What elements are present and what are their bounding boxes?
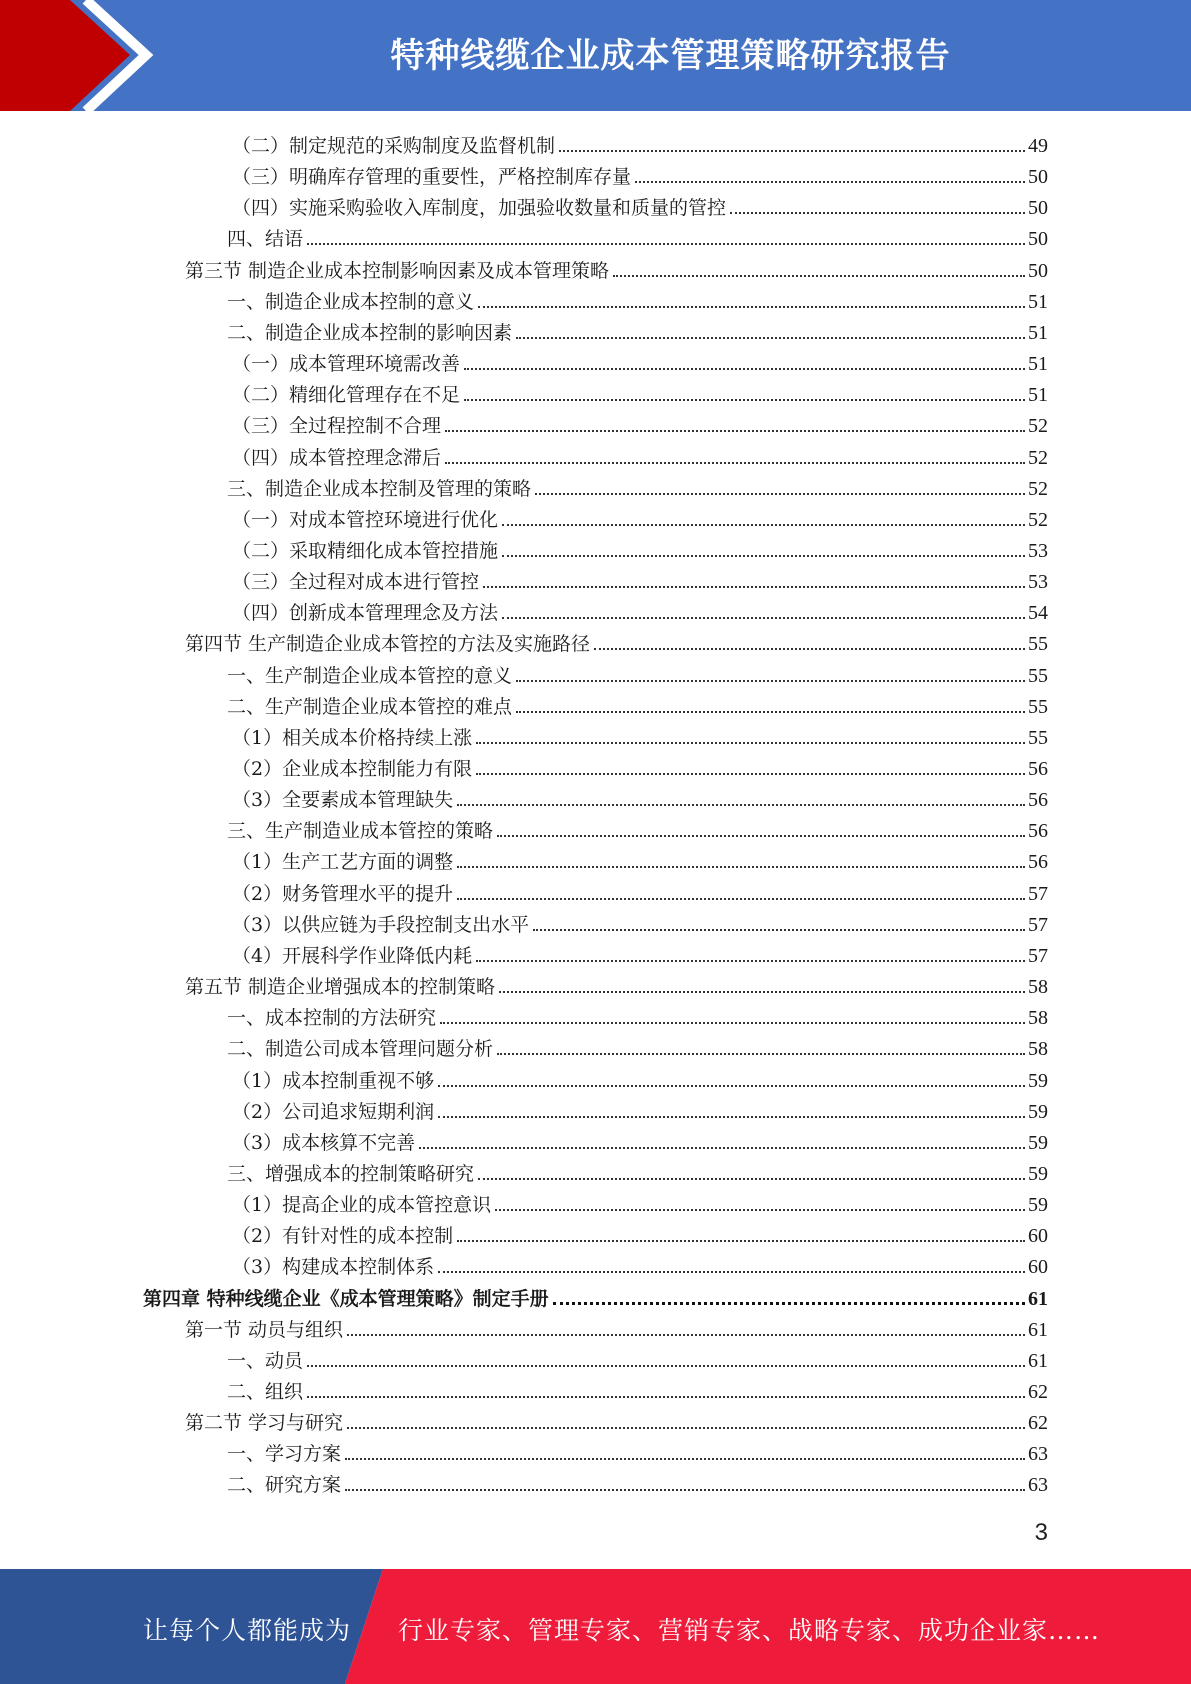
toc-entry-page: 56 (1028, 820, 1048, 843)
toc-entry[interactable] (232, 1124, 1048, 1155)
toc-entry[interactable] (227, 999, 1048, 1030)
toc-entry[interactable] (232, 376, 1048, 407)
toc-entry-label: 一、生产制造企业成本管控的意义 (227, 664, 513, 687)
toc-entry-page: 52 (1028, 477, 1048, 500)
toc-entry-page: 55 (1028, 664, 1048, 687)
footer-slogan-left: 让每个人都能成为 (143, 1616, 352, 1645)
toc-entry-label: （四）成本管控理念滞后 (232, 446, 442, 469)
toc-entry-label: 第三节 制造企业成本控制影响因素及成本管理策略 (185, 259, 610, 282)
toc-leader-dots (478, 306, 1025, 308)
toc-entry[interactable] (232, 1186, 1048, 1217)
toc-leader-dots (730, 212, 1025, 214)
toc-leader-dots (516, 711, 1025, 713)
toc-entry-page: 60 (1028, 1256, 1048, 1279)
toc-entry[interactable] (232, 407, 1048, 438)
toc-entry[interactable] (143, 1280, 1048, 1311)
toc-entry[interactable] (232, 1062, 1048, 1093)
toc-entry-label: （3）构建成本控制体系 (232, 1256, 435, 1279)
toc-entry[interactable] (227, 1342, 1048, 1373)
toc-entry-page: 56 (1028, 758, 1048, 780)
toc-leader-dots (535, 493, 1025, 495)
toc-entry-page: 54 (1028, 602, 1048, 625)
toc-leader-dots (307, 243, 1025, 245)
toc-entry[interactable] (232, 189, 1048, 220)
toc-entry-page: 52 (1028, 415, 1048, 438)
toc-entry-label: 第五节 制造企业增强成本的控制策略 (185, 976, 496, 999)
toc-entry-page: 51 (1028, 384, 1048, 407)
toc-entry-label: 一、动员 (227, 1349, 304, 1372)
toc-leader-dots (345, 1489, 1025, 1491)
toc-entry-label: （1）相关成本价格持续上涨 (232, 726, 473, 749)
toc-entry[interactable] (232, 532, 1048, 563)
toc-entry-page: 59 (1028, 1162, 1048, 1185)
toc-entry[interactable] (227, 812, 1048, 843)
toc-entry-label: （三）全过程控制不合理 (232, 415, 442, 438)
toc-entry-label: 二、制造公司成本管理问题分析 (227, 1038, 494, 1061)
toc-entry[interactable] (185, 1404, 1048, 1435)
toc-entry-label: 二、制造企业成本控制的影响因素 (227, 321, 513, 344)
toc-entry[interactable] (227, 688, 1048, 719)
toc-entry-label: （3）成本核算不完善 (232, 1131, 416, 1154)
toc-entry-page: 59 (1028, 1069, 1048, 1092)
toc-entry-label: （3）以供应链为手段控制支出水平 (232, 913, 530, 936)
toc-entry[interactable] (232, 127, 1048, 158)
toc-entry-page: 55 (1028, 726, 1048, 749)
toc-entry-page: 51 (1028, 353, 1048, 376)
toc-entry[interactable] (232, 750, 1048, 781)
toc-leader-dots (497, 835, 1025, 837)
toc-leader-dots (502, 617, 1025, 619)
toc-entry-label: （一）成本管理环境需改善 (232, 353, 461, 376)
toc-entry[interactable] (232, 781, 1048, 812)
toc-leader-dots (478, 1178, 1025, 1180)
toc-entry-label: （一）对成本管控环境进行优化 (232, 508, 499, 531)
toc-leader-dots (495, 1209, 1025, 1211)
toc-entry-page: 50 (1028, 228, 1048, 251)
toc-entry-page: 57 (1028, 882, 1048, 905)
toc-entry[interactable] (232, 594, 1048, 625)
toc-entry[interactable] (232, 906, 1048, 937)
toc-entry[interactable] (185, 252, 1048, 283)
toc-entry-label: 三、生产制造业成本管控的策略 (227, 820, 494, 843)
toc-entry-page: 49 (1028, 135, 1048, 157)
toc-entry-page: 50 (1028, 259, 1048, 282)
toc-entry[interactable] (232, 1217, 1048, 1248)
toc-entry-label: （三）全过程对成本进行管控 (232, 571, 480, 594)
toc-entry-label: 三、增强成本的控制策略研究 (227, 1162, 475, 1185)
toc-entry-page: 55 (1028, 695, 1048, 718)
toc-entry-label: （1）成本控制重视不够 (232, 1069, 435, 1092)
toc-entry-page: 52 (1028, 446, 1048, 469)
toc-entry-page: 56 (1028, 851, 1048, 874)
toc-entry-page: 53 (1028, 539, 1048, 562)
toc-entry-page: 57 (1028, 944, 1048, 967)
toc-entry-page: 61 (1028, 1349, 1048, 1372)
toc-entry-label: （四）实施采购验收入库制度，加强验收数量和质量的管控 (232, 197, 727, 220)
toc-entry[interactable] (185, 625, 1048, 656)
toc-leader-dots (502, 555, 1025, 557)
toc-entry-label: 三、制造企业成本控制及管理的策略 (227, 477, 532, 500)
toc-entry-page: 59 (1028, 1194, 1048, 1217)
toc-leader-dots (438, 1271, 1025, 1273)
toc-entry[interactable] (232, 158, 1048, 189)
toc-leader-dots (445, 430, 1025, 432)
toc-entry-page: 62 (1028, 1381, 1048, 1403)
toc-entry-label: 第二节 学习与研究 (185, 1412, 344, 1435)
toc-entry-page: 60 (1028, 1225, 1048, 1248)
toc-leader-dots (345, 1458, 1025, 1460)
toc-leader-dots (635, 181, 1025, 183)
toc-entry-page: 58 (1028, 1007, 1048, 1030)
toc-entry-page: 61 (1028, 1287, 1048, 1310)
toc-entry-page: 61 (1028, 1318, 1048, 1341)
toc-entry-page: 50 (1028, 166, 1048, 189)
toc-entry-label: （1）生产工艺方面的调整 (232, 851, 454, 874)
toc-leader-dots (438, 1116, 1025, 1118)
toc-leader-dots (553, 1302, 1025, 1305)
toc-entry-label: （四）创新成本管理理念及方法 (232, 602, 499, 625)
toc-leader-dots (347, 1427, 1025, 1429)
toc-leader-dots (445, 462, 1025, 464)
toc-leader-dots (499, 991, 1025, 993)
toc-leader-dots (457, 866, 1025, 868)
toc-leader-dots (516, 680, 1025, 682)
toc-entry[interactable] (185, 968, 1048, 999)
toc-entry[interactable] (227, 1155, 1048, 1186)
toc-leader-dots (594, 648, 1025, 650)
toc-entry[interactable] (227, 1466, 1048, 1497)
toc-entry[interactable] (232, 937, 1048, 968)
toc-entry[interactable] (232, 345, 1048, 376)
toc-leader-dots (464, 368, 1025, 370)
toc-leader-dots (497, 1053, 1025, 1055)
toc-entry[interactable] (227, 470, 1048, 501)
toc-entry-label: （3）全要素成本管理缺失 (232, 789, 454, 812)
toc-leader-dots (419, 1147, 1025, 1149)
toc-entry[interactable] (232, 1093, 1048, 1124)
toc-entry-label: 第一节 动员与组织 (185, 1318, 344, 1341)
toc-leader-dots (476, 773, 1025, 775)
toc-entry[interactable] (227, 220, 1048, 251)
toc-entry-label: （2）公司追求短期利润 (232, 1100, 435, 1123)
toc-entry[interactable] (232, 719, 1048, 750)
toc-leader-dots (457, 898, 1025, 900)
toc-entry[interactable] (232, 843, 1048, 874)
toc-entry-label: 四、结语 (227, 228, 304, 251)
toc-leader-dots (533, 929, 1025, 931)
toc-leader-dots (613, 275, 1025, 277)
page-footer (0, 1569, 1191, 1684)
toc-entry-page: 58 (1028, 976, 1048, 999)
toc-entry-label: 二、研究方案 (227, 1474, 342, 1497)
toc-entry-page: 57 (1028, 913, 1048, 936)
toc-entry[interactable] (227, 314, 1048, 345)
toc-entry[interactable] (232, 501, 1048, 532)
toc-entry-page: 58 (1028, 1038, 1048, 1061)
toc-entry-page: 63 (1028, 1443, 1048, 1466)
toc-leader-dots (464, 399, 1025, 401)
toc-entry-page: 51 (1028, 321, 1048, 344)
document-title: 特种线缆企业成本管理策略研究报告 (390, 36, 951, 76)
toc-entry-page: 59 (1028, 1100, 1048, 1123)
toc-leader-dots (438, 1085, 1025, 1087)
toc-leader-dots (559, 150, 1025, 152)
toc-entry[interactable] (227, 1373, 1048, 1404)
toc-leader-dots (307, 1396, 1025, 1398)
toc-entry-page: 59 (1028, 1131, 1048, 1154)
toc-entry-page: 53 (1028, 571, 1048, 594)
toc-entry[interactable] (232, 563, 1048, 594)
toc-leader-dots (516, 337, 1025, 339)
toc-entry-label: 第四节 生产制造企业成本管控的方法及实施路径 (185, 633, 591, 656)
toc-entry-page: 52 (1028, 508, 1048, 531)
toc-leader-dots (483, 586, 1025, 588)
toc-entry-label: （二）采取精细化成本管控措施 (232, 539, 499, 562)
toc-entry-label: 一、学习方案 (227, 1443, 342, 1466)
toc-entry-label: 第四章 特种线缆企业《成本管理策略》制定手册 (143, 1287, 549, 1310)
page-number: 3 (1034, 1519, 1048, 1546)
toc-entry-label: （三）明确库存管理的重要性，严格控制库存量 (232, 166, 632, 189)
toc-entry-label: （1）提高企业的成本管控意识 (232, 1194, 492, 1217)
toc-entry-label: （2）企业成本控制能力有限 (232, 758, 473, 780)
toc-entry-page: 62 (1028, 1412, 1048, 1435)
toc-entry-label: 二、组织 (227, 1381, 304, 1403)
toc-entry[interactable] (185, 1311, 1048, 1342)
toc-entry-label: （二）制定规范的采购制度及监督机制 (232, 135, 556, 157)
toc-leader-dots (476, 960, 1025, 962)
toc-entry-page: 55 (1028, 633, 1048, 656)
toc-leader-dots (476, 742, 1025, 744)
toc-entry-label: （2）有针对性的成本控制 (232, 1225, 454, 1248)
toc-entry[interactable] (227, 1030, 1048, 1061)
page-header (0, 0, 1191, 111)
toc-entry-page: 56 (1028, 789, 1048, 812)
toc-entry-label: （4）开展科学作业降低内耗 (232, 944, 473, 967)
footer-slogan-right: 行业专家、管理专家、营销专家、战略专家、成功企业家…… (398, 1616, 1101, 1645)
toc-entry-label: （二）精细化管理存在不足 (232, 384, 461, 407)
toc-entry-label: 一、成本控制的方法研究 (227, 1007, 437, 1030)
toc-leader-dots (457, 804, 1025, 806)
toc-leader-dots (440, 1022, 1025, 1024)
toc-leader-dots (347, 1334, 1025, 1336)
toc-entry-label: 二、生产制造企业成本管控的难点 (227, 695, 513, 718)
toc-entry-page: 50 (1028, 197, 1048, 220)
toc-entry-label: 一、制造企业成本控制的意义 (227, 290, 475, 313)
toc-entry[interactable] (232, 1248, 1048, 1279)
toc-entry[interactable] (232, 439, 1048, 470)
toc-entry-page: 51 (1028, 290, 1048, 313)
toc-leader-dots (307, 1365, 1025, 1367)
toc-entry[interactable] (232, 875, 1048, 906)
toc-entry-page: 63 (1028, 1474, 1048, 1497)
toc-leader-dots (502, 524, 1025, 526)
toc-entry[interactable] (227, 657, 1048, 688)
toc-entry-label: （2）财务管理水平的提升 (232, 882, 454, 905)
toc-entry[interactable] (227, 1435, 1048, 1466)
toc-leader-dots (457, 1240, 1025, 1242)
toc-entry[interactable] (227, 283, 1048, 314)
